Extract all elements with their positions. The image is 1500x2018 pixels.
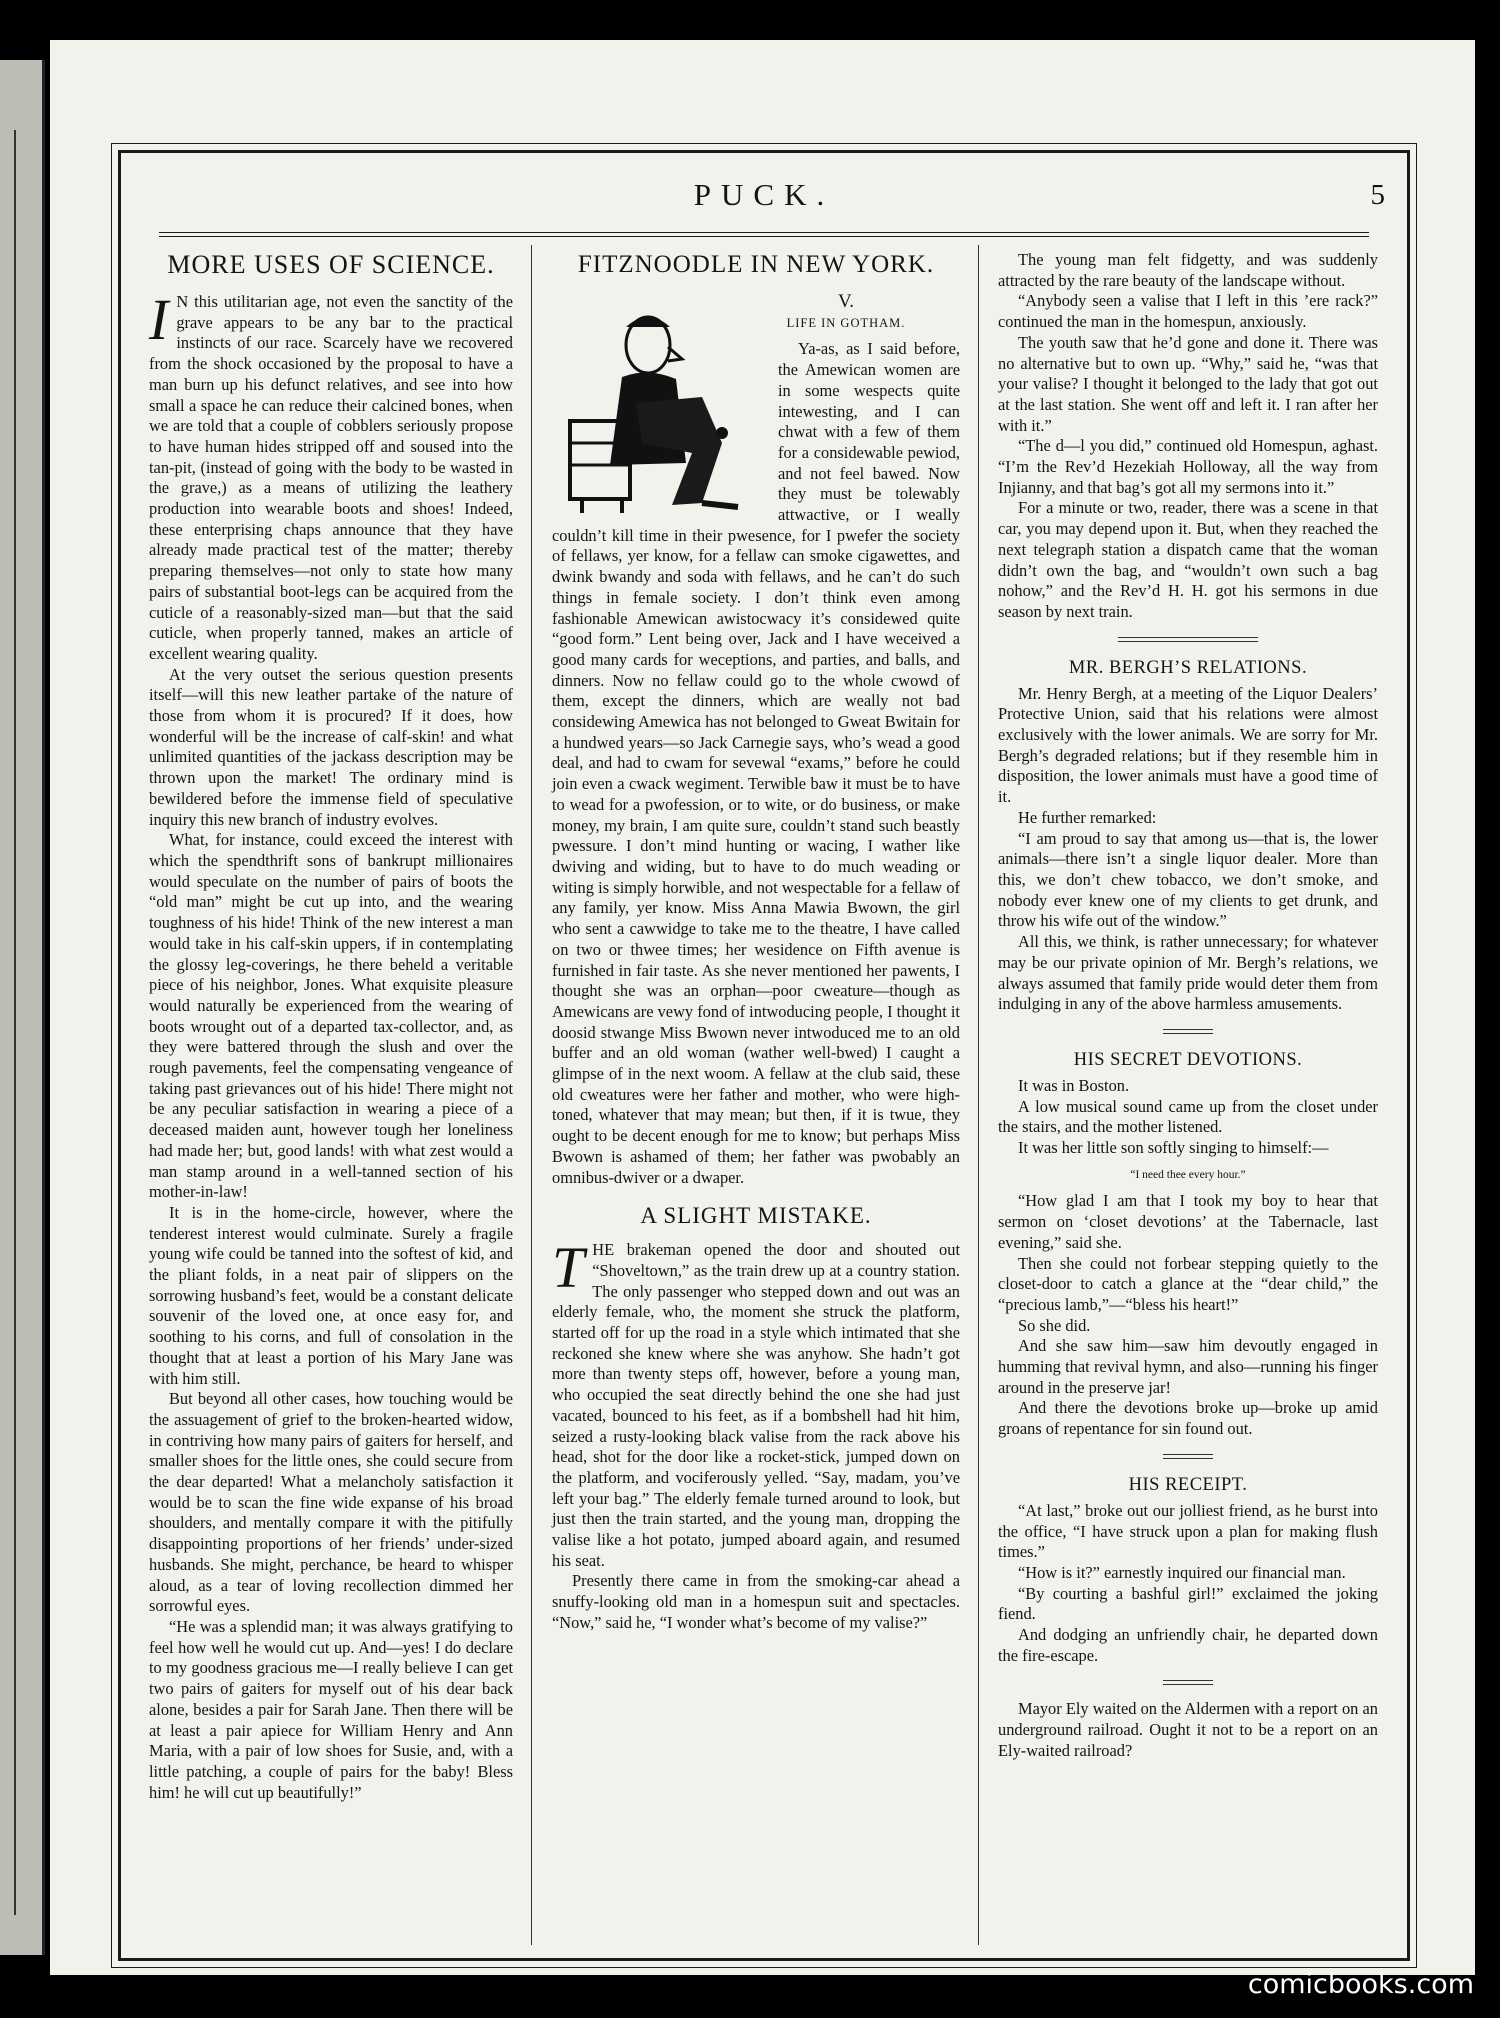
page-frame bbox=[118, 150, 1410, 1961]
section-separator bbox=[1163, 1680, 1213, 1685]
adjacent-page-edge bbox=[0, 60, 45, 1955]
article-paragraph: The youth saw that he’d gone and done it. There was no alternative but to own up. “Why,” said he, “was that your valise? I thought it belonged to the lady that got out at the last station. She went off and left it. I ran after her with it.” bbox=[998, 332, 1378, 435]
article-paragraph: “At last,” broke out our jolliest friend, as he burst into the office, “I have struck upon a plan for making flush times.” bbox=[998, 1500, 1378, 1562]
section-separator bbox=[1118, 637, 1258, 642]
column-1 bbox=[149, 250, 513, 1803]
article-paragraph: The young man felt fidgetty, and was suddenly attracted by the rare beauty of the landscape without. bbox=[998, 250, 1378, 290]
section-separator bbox=[1163, 1029, 1213, 1034]
article-title-mistake: A SLIGHT MISTAKE. bbox=[640, 1203, 872, 1229]
chapter-number: V. bbox=[837, 291, 855, 312]
article-paragraph: And dodging an unfriendly chair, he departed down the fire-escape. bbox=[998, 1625, 1378, 1665]
masthead: PUCK. bbox=[693, 177, 835, 212]
article-paragraph: And she saw him—saw him devoutly engaged in humming that revival hymn, and also—running his finger around in the preserve jar! bbox=[998, 1336, 1378, 1397]
article-paragraph: “I am proud to say that among us—that is, the lower animals—there isn’t a single liquor dealer. More than this, we don’t chew tobacco, we don’t smoke, and nobody ever knew one of my clients to get drunk, and throw his wife out of the window.” bbox=[998, 828, 1378, 931]
section-separator bbox=[1163, 1454, 1213, 1459]
article-paragraph: And there the devotions broke up—broke up amid groans of repentance for sin found out. bbox=[998, 1398, 1378, 1439]
drop-cap: I bbox=[149, 287, 169, 352]
article-paragraph: It was in Boston. bbox=[1018, 1075, 1130, 1095]
hymn-quote: “I need thee every hour.” bbox=[1130, 1168, 1246, 1181]
article-paragraph: So she did. bbox=[1018, 1315, 1091, 1335]
article-paragraph: “The d—l you did,” continued old Homespun, aghast. “I’m the Rev’d Hezekiah Holloway, all the way from Injianny, and that bag’s got all my sermons into it.” bbox=[998, 436, 1378, 497]
header-rule bbox=[159, 232, 1369, 237]
article-paragraph: “Anybody seen a valise that I left in this ’ere rack?” continued the man in the homespun, anxiously. bbox=[998, 291, 1378, 332]
page-number: 5 bbox=[1370, 179, 1385, 211]
column-3 bbox=[998, 250, 1378, 1762]
article-paragraph: He further remarked: bbox=[1018, 807, 1157, 827]
article-paragraph: “How is it?” earnestly inquired our financial man. bbox=[1018, 1562, 1346, 1582]
article-paragraph: Presently there came in from the smoking-car ahead a snuffy-looking old man in a homespun suit and spectacles. “Now,” said he, “I wonder what’s become of my valise?” bbox=[552, 1571, 960, 1632]
article-paragraph: It is in the home-circle, however, where the tenderest interest would culminate. Surely a fragile young wife could be tanned into the softest of kid, and the pliant folds, in a neat pair of slippers on the sorrowing husband’s feet, would be a constant delicate souvenir of the loved one, at once easy for, and soothing to his corns, and full of consolation in the thought that at least a portion of his Mary Jane was with him still. bbox=[149, 1202, 513, 1388]
article-paragraph: A low musical sound came up from the closet under the stairs, and the mother listened. bbox=[998, 1096, 1378, 1137]
article-paragraph: Then she could not forbear stepping quietly to the closet-door to catch a glance at the “dear child,” the “precious lamb,”—“bless his heart!” bbox=[998, 1253, 1378, 1314]
article-paragraph: Mayor Ely waited on the Aldermen with a report on an underground railroad. Ought it not to be a report on an Ely-waited railroad? bbox=[998, 1699, 1378, 1760]
column-rule bbox=[531, 245, 532, 1945]
article-paragraph: “He was a splendid man; it was always gratifying to feel how well he would cut up. And—yes! I do declare to my goodness gracious me—I really believe I can get two pairs of gaiters for myself out of his dear back alone, besides a pair for Sarah Jane. Then there will be at least a pair apiece for William Henry and Ann Maria, with a pair of low shoes for Susie, and, with a little patching, a couple of pairs for the baby! Bless him! he will cut up beautifully!” bbox=[149, 1617, 513, 1802]
article-paragraph: Ya-as, as I said before, the Amewican women are in some wespects quite intewesting, and I can chwat with a few of them for a considewable pewiod, and not feel bawed. Now they must be tolewably attwactive, or I weally couldn’t kill time in their pwesence, for I pwefer the society of fellaws, yer know, for a fellaw can smoke cigawettes, and dwink bwandy and soda with fellaws, and he can’t do such things in female society. I don’t think even among fashionable Amewican awistocwacy it’s considewed quite “good form.” Lent being over, Jack and I have weceived a good many cards for weceptions, and parties, and balls, and dinners. Now no fellaw could go to the whole cwowd of them, except the dinners, which are weally not bad considewing Amewica has not belonged to Gweat Bwitain for a hundwed years—so Jack Carnegie says, who’s wead a good deal, and had to cwam for sevewal “exams,” before he could join even a cwack wegiment. Terwible baw it must be to have to wead for a pwofession, or to wite, or do business, or make money, my brain, I am quite sure, couldn’t stand such beastly pwessure. I don’t mind hunting or wacing, I wather like dwiving and widing, but to have to do much weading or witing is simply horwible, and not wespectable for a fellaw of any family, yer know. Miss Anna Mawia Bwown, the girl who sent a cawwidge to take me to the theatre, I have called on two or thwee times; her wesidence on Fifth avenue is furnished in fair taste. As she never mentioned her pawents, I thought she was an orphan—poor cweature—though as Amewicans are vewy fond of intwoducing people, I thought it doosid stwange Miss Bwown never intwoduced me to an old buffer and an old woman (wather well-bwed) I caught a glimpse of in the next woom. A fellaw at the club said, these old cweatures were her father and mother, who were high-toned, whatever that may mean; but then, if it is twue, they ought to be decent enough for me to know; but perhaps Miss Bwown is ashamed of them; her father was pwobably an omnibus-dwiver or a dwaper. bbox=[552, 339, 960, 1187]
magazine-page bbox=[50, 40, 1475, 1975]
article-paragraph: But beyond all other cases, how touching would be the assuagement of grief to the broken-hearted widow, in contriving how many pairs of gaiters for herself, and smaller shoes for the little ones, she could secure from the dear departed! What a melancholy satisfaction it would be to scan the fine wide expanse of his broad shoulders, and mentally compare it with the pitifully disappointing proportions of her friends’ under-sized husbands. She might, perchance, be heard to whisper aloud, as a tear of loving recollection dimmed her sorrowful eyes. bbox=[149, 1389, 513, 1616]
article-paragraph: “By courting a bashful girl!” exclaimed the joking fiend. bbox=[998, 1583, 1378, 1624]
article-title-receipt: HIS RECEIPT. bbox=[1128, 1474, 1248, 1495]
column-2 bbox=[552, 250, 960, 1634]
drop-cap: T bbox=[552, 1235, 585, 1301]
article-paragraph: “How glad I am that I took my boy to hear that sermon on ‘closet devotions’ at the Tabernacle, last evening,” said she. bbox=[998, 1191, 1378, 1252]
article-title-fitznoodle: FITZNOODLE IN NEW YORK. bbox=[577, 251, 935, 278]
column-rule bbox=[978, 245, 979, 1945]
article-paragraph: At the very outset the serious question presents itself—will this new leather partake of the nature of those from whom it is procured? If it does, how wonderful will be the increase of calf-skin! and what unlimited quantities of the jackass description may be thrown upon the market! The ordinary mind is bewildered before the immense field of speculative inquiry this new branch of industry evolves. bbox=[149, 664, 513, 829]
article-paragraph: THE brakeman opened the door and shouted out “Shoveltown,” as the train drew up at a country station. The only passenger who stepped down and out was an elderly female, who, the moment she struck the platform, started off for up the road in a style which intimated that she reckoned she knew where she was anyhow. She hadn’t got more than twenty steps off, however, before a young man, who occupied the seat directly behind the one she had just vacated, bounced to his feet, as if a bombshell had hit him, seized a rusty-looking black valise from the rack above his head, shot for the door like a rocket-stick, jumped down on the platform, and vociferously yelled. “Say, madam, you’ve left your bag.” The elderly female turned around to look, but just then the train started, and the young man, dropping the valise like a hot potato, jumped aboard again, and resumed his seat. bbox=[552, 1235, 960, 1570]
chapter-subtitle: LIFE IN GOTHAM. bbox=[786, 315, 906, 330]
article-paragraph: Mr. Henry Bergh, at a meeting of the Liquor Dealers’ Protective Union, said that his relations were almost exclusively with the lower animals. We are sorry for Mr. Bergh’s degraded relations; but if they resemble him in disposition, the lower animals must have a good time of it. bbox=[998, 683, 1378, 807]
fitznoodle-illustration bbox=[552, 293, 764, 515]
article-paragraph: All this, we think, is rather unnecessary; for whatever may be our private opinion of Mr. Bergh’s relations, we always assumed that family pride would deter them from indulging in any of the above harmless amusements. bbox=[998, 932, 1378, 1014]
article-paragraph: I N this utilitarian age, not even the sanctity of the grave appears to be any bar to the practical instincts of our race. Scarcely have we recovered from the shock occasioned by the proposal to have a man burn up his defunct relatives, and see into how small a space he can reduce their calcined bones, when we are told that a couple of cobblers seriously propose to have human hides stripped off and soused into the tan-pit, (instead of going with the body to be wasted in the grave,) as a means of utilizing the leathery production into wearable boots and shoes! Indeed, these enterprising chaps announce that they have already made practical test of the matter; thereby preparing themselves—not only to state how many pairs of substantial boot-legs can be acquired from the cuticle of a reasonably-sized man—but that the said cuticle, when properly tanned, makes an article of excellent wearing quality. bbox=[149, 287, 513, 663]
article-paragraph: For a minute or two, reader, there was a scene in that car, you may depend upon it. But, when they reached the next telegraph station a dispatch came that the woman didn’t own the bag, and “wouldn’t own such a bag nohow,” and the Rev’d H. H. got his sermons in due season by next train. bbox=[998, 498, 1378, 621]
article-title-secret: HIS SECRET DEVOTIONS. bbox=[1073, 1049, 1303, 1070]
article-title-science: MORE USES OF SCIENCE. bbox=[167, 250, 495, 279]
watermark: comicbooks.com bbox=[1247, 1969, 1474, 2000]
article-paragraph: What, for instance, could exceed the interest with which the spendthrift sons of bankrupt millionaires would speculate on the number of pairs of boots the “old man” might be cut up into, and the wearing toughness of his hide! Think of the new interest a man would take in his calf-skin uppers, if in contemplating the glossy leg-coverings, he there beheld a veritable piece of his neighbor, Jones. What exquisite pleasure would naturally be experienced from the wearing of boots wrought out of a departed tax-collector, and, as they were battered through the slush and over the rough pavements, feel the compensating vengeance of taking past grievances out of his hide! There might not be any peculiar satisfaction in wearing a piece of a deceased maiden aunt, however tough her loneliness had made her; but, good lands! with what zest would a man stamp around in a well-tanned section of his mother-in-law! bbox=[149, 830, 513, 1202]
article-title-bergh: MR. BERGH’S RELATIONS. bbox=[1068, 657, 1308, 678]
article-paragraph: It was her little son softly singing to himself:— bbox=[1018, 1138, 1329, 1158]
